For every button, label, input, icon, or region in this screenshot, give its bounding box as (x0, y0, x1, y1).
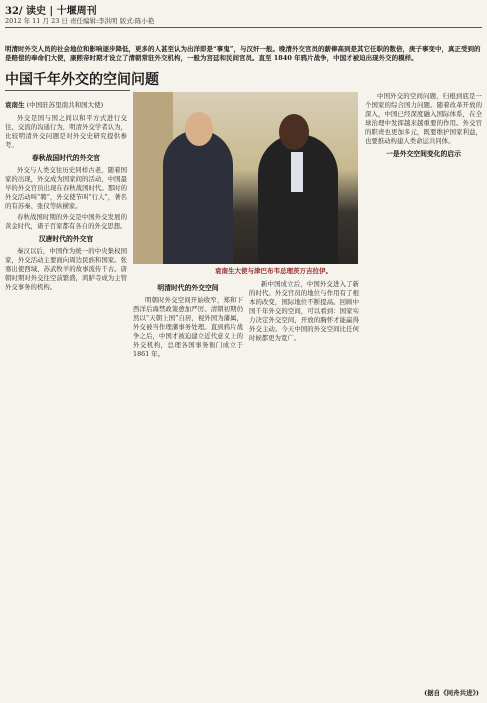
title-divider (5, 90, 130, 91)
header-divider (5, 27, 482, 28)
subheading-ming-qing: 明清时代的外交空间 (157, 284, 219, 292)
author-affiliation: (中国驻苏里南共和国大使) (26, 101, 104, 109)
subheading-lessons: 一是外交空间变化的启示 (386, 150, 461, 158)
body-paragraph: 秦汉以后，中国作为统一的中央集权国家，外交活动主要面向周边民族和国家。张骞出使西域、苏武牧羊的故事流传千古。唐朝时期对外交往空前繁盛，鸿胪寺成为主管外交事务的机构。 (5, 247, 127, 291)
intro-paragraph: 外交是国与国之间以和平方式进行交往、交流的沟通行为，明清外交学者认为，比较明清外交问题是对外交史研究提供参考。 (5, 114, 127, 149)
page-header (5, 2, 97, 17)
body-paragraph: 春秋战国时期的外交是中国外交发展的黄金时代，诸子百家都有各自的外交思想。 (5, 213, 127, 230)
subheading-han-tang: 汉唐时代的外交官 (38, 235, 94, 243)
page-meta: 2012 年 11 月 23 日 责任编辑:李洪明 版式:陈小艳 (5, 17, 155, 25)
column-2 (133, 280, 243, 690)
column-3 (249, 280, 359, 690)
publication-name: | 十堰周刊 (49, 6, 97, 17)
body-paragraph: 中国外交的空间问题，归根到底是一个国家的综合国力问题。随着改革开放的深入，中国已经深度融入国际体系，在全球治理中发挥越来越重要的作用。外交官的职责也更加多元，既要维护国家利益，也要推动构建人类命运共同体。 (365, 92, 482, 145)
source-credit: (据自《同舟共进》) (424, 689, 479, 697)
photo-caption: 袁南生大使与津巴布韦总理茨万吉拉伊。 (215, 267, 332, 275)
byline (5, 100, 103, 109)
article-photo (133, 92, 358, 264)
author-name: 袁南生 (5, 101, 25, 109)
column-1 (5, 114, 127, 694)
page-section: 32/ 读史 (5, 6, 47, 17)
subheading-spring-autumn: 春秋战国时代的外交官 (32, 154, 100, 162)
body-paragraph: 外交与人类交往历史同样古老，随着国家的出现，外交成为国家间的活动，中国最早的外交官员出现在春秋战国时代。那时的外交活动叫“聘”，外交使节叫“行人”，著名的有苏秦、张仪等纵横家。 (5, 166, 127, 210)
body-paragraph: 新中国成立后，中国外交进入了新的时代。外交官员的地位与作用有了根本的改变，国际地位不断提高。回顾中国千年外交的空间，可以看到：国家实力决定外交空间，开放的胸怀才能赢得外交主动。今天中国的外交空间比任何时候都更为宽广。 (249, 280, 359, 342)
body-paragraph: 明朝时外交空间开始收窄，郑和下西洋后海禁政策愈加严厉。清朝初期仍然以“天朝上国”自居，视外国为藩属，外交被当作理藩事务处理。直到鸦片战争之后，中国才被迫建立近代意义上的外交机构，总理各国事务衙门成立于 1861 年。 (133, 296, 243, 358)
column-4 (365, 92, 482, 682)
lead-paragraph: 明清时外交人员的社会地位和影响逐步降低，更多的人甚至认为出洋即是“事鬼”，与汉奸一般。晚清外交官员的薪俸高到是其它任职的数倍，庚子事变中，真正受到的是赔偿的奉命们大使，康熙帝时期才设立了清朝常驻外交机构，一般为宫廷和民间官员。直至 1840 年鸦片战争，中国才被迫出现外交的模样。 (5, 45, 481, 62)
article-title: 中国千年外交的空间问题 (5, 72, 159, 88)
